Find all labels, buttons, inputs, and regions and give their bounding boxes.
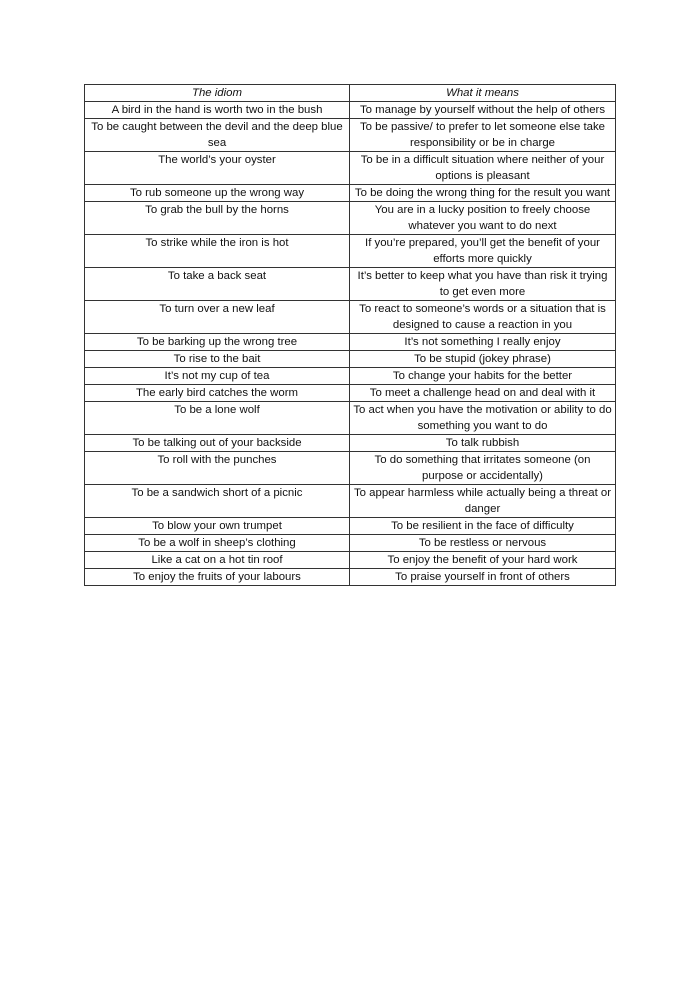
- table-row: [85, 552, 616, 569]
- idiom-cell: To be caught between the devil and the deep blue sea: [85, 119, 350, 152]
- table-row: [85, 485, 616, 518]
- table-row: [85, 368, 616, 385]
- table-row: [85, 152, 616, 185]
- meaning-cell: To talk rubbish: [350, 435, 616, 452]
- meaning-cell: To change your habits for the better: [350, 368, 616, 385]
- table-row: [85, 102, 616, 119]
- table-row: [85, 334, 616, 351]
- meaning-cell: To be restless or nervous: [350, 535, 616, 552]
- meaning-cell: To be resilient in the face of difficulty: [350, 518, 616, 535]
- meaning-cell: It’s not something I really enjoy: [350, 334, 616, 351]
- table-row: [85, 268, 616, 301]
- idiom-cell: To strike while the iron is hot: [85, 235, 350, 268]
- idiom-cell: The world’s your oyster: [85, 152, 350, 185]
- meaning-cell: To praise yourself in front of others: [350, 569, 616, 586]
- table-row: [85, 535, 616, 552]
- meaning-cell: To act when you have the motivation or ability to do something you want to do: [350, 402, 616, 435]
- meaning-cell: To do something that irritates someone (on purpose or accidentally): [350, 452, 616, 485]
- idiom-cell: To be a lone wolf: [85, 402, 350, 435]
- table-row: [85, 119, 616, 152]
- idiom-cell: To be barking up the wrong tree: [85, 334, 350, 351]
- table-row: [85, 202, 616, 235]
- meaning-cell: If you’re prepared, you’ll get the benefit of your efforts more quickly: [350, 235, 616, 268]
- idiom-cell: A bird in the hand is worth two in the bush: [85, 102, 350, 119]
- idiom-column-header: The idiom: [85, 85, 350, 102]
- table-row: [85, 452, 616, 485]
- idiom-cell: To grab the bull by the horns: [85, 202, 350, 235]
- header-row: [85, 85, 616, 102]
- table-row: [85, 518, 616, 535]
- table-row: [85, 351, 616, 368]
- meaning-column-header: What it means: [350, 85, 616, 102]
- idiom-cell: To be talking out of your backside: [85, 435, 350, 452]
- idiom-cell: To turn over a new leaf: [85, 301, 350, 334]
- meaning-cell: To enjoy the benefit of your hard work: [350, 552, 616, 569]
- idiom-cell: The early bird catches the worm: [85, 385, 350, 402]
- meaning-cell: It’s better to keep what you have than risk it trying to get even more: [350, 268, 616, 301]
- idiom-cell: To take a back seat: [85, 268, 350, 301]
- idiom-table: [84, 84, 616, 586]
- meaning-cell: To be in a difficult situation where neither of your options is pleasant: [350, 152, 616, 185]
- meaning-cell: To manage by yourself without the help of others: [350, 102, 616, 119]
- meaning-cell: To meet a challenge head on and deal with it: [350, 385, 616, 402]
- idiom-cell: To roll with the punches: [85, 452, 350, 485]
- idiom-cell: To enjoy the fruits of your labours: [85, 569, 350, 586]
- table-row: [85, 569, 616, 586]
- idiom-cell: To be a wolf in sheep’s clothing: [85, 535, 350, 552]
- idiom-cell: To rub someone up the wrong way: [85, 185, 350, 202]
- meaning-cell: To be stupid (jokey phrase): [350, 351, 616, 368]
- idiom-cell: Like a cat on a hot tin roof: [85, 552, 350, 569]
- table-row: [85, 235, 616, 268]
- idiom-cell: To blow your own trumpet: [85, 518, 350, 535]
- table-row: [85, 185, 616, 202]
- table-row: [85, 402, 616, 435]
- table-row: [85, 301, 616, 334]
- meaning-cell: You are in a lucky position to freely choose whatever you want to do next: [350, 202, 616, 235]
- idiom-cell: It’s not my cup of tea: [85, 368, 350, 385]
- worksheet: [84, 84, 615, 586]
- idiom-cell: To be a sandwich short of a picnic: [85, 485, 350, 518]
- meaning-cell: To appear harmless while actually being a threat or danger: [350, 485, 616, 518]
- idiom-cell: To rise to the bait: [85, 351, 350, 368]
- meaning-cell: To be doing the wrong thing for the result you want: [350, 185, 616, 202]
- meaning-cell: To be passive/ to prefer to let someone else take responsibility or be in charge: [350, 119, 616, 152]
- table-row: [85, 435, 616, 452]
- table-row: [85, 385, 616, 402]
- meaning-cell: To react to someone’s words or a situation that is designed to cause a reaction in you: [350, 301, 616, 334]
